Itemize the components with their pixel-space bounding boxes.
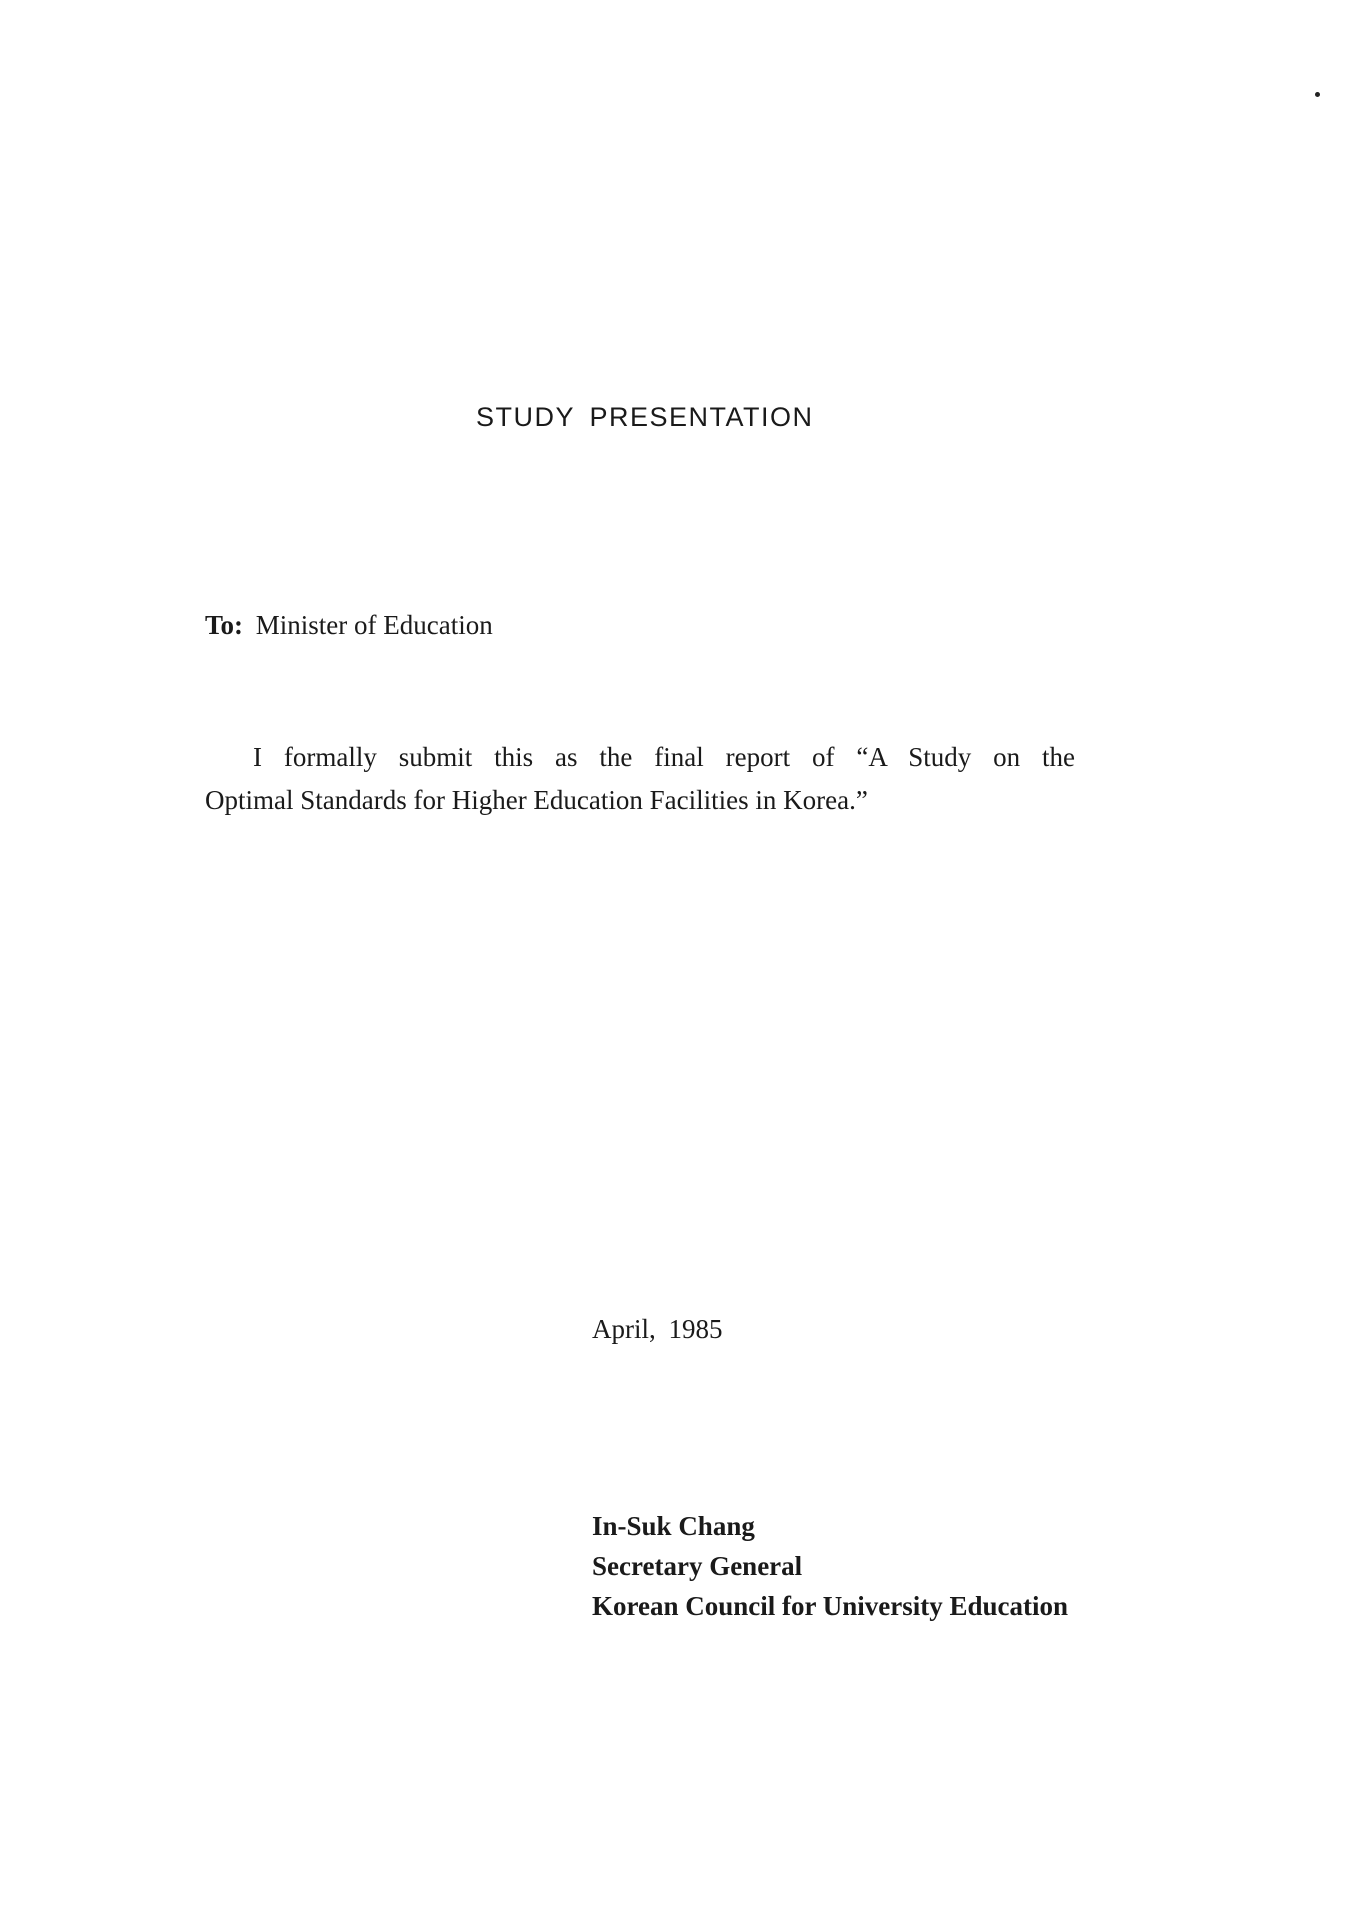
submission-line-1: I formally submit this as the final report of “A Study on the — [253, 742, 1075, 772]
signature-block — [592, 1506, 1068, 1626]
page-heading: STUDY PRESENTATION — [476, 402, 814, 432]
recipient-name: Minister of Education — [255, 610, 493, 640]
submission-paragraph — [205, 736, 1075, 822]
submission-line-2: Optimal Standards for Higher Education Facilities in Korea.” — [205, 785, 868, 815]
scan-speck — [1315, 92, 1320, 97]
signatory-organization: Korean Council for University Education — [592, 1591, 1069, 1621]
signatory-name: In-Suk Chang — [592, 1511, 755, 1541]
recipient-label: To: — [205, 610, 244, 640]
recipient-line — [205, 610, 493, 641]
signatory-title: Secretary General — [592, 1551, 803, 1581]
submission-date: April, 1985 — [592, 1314, 723, 1344]
